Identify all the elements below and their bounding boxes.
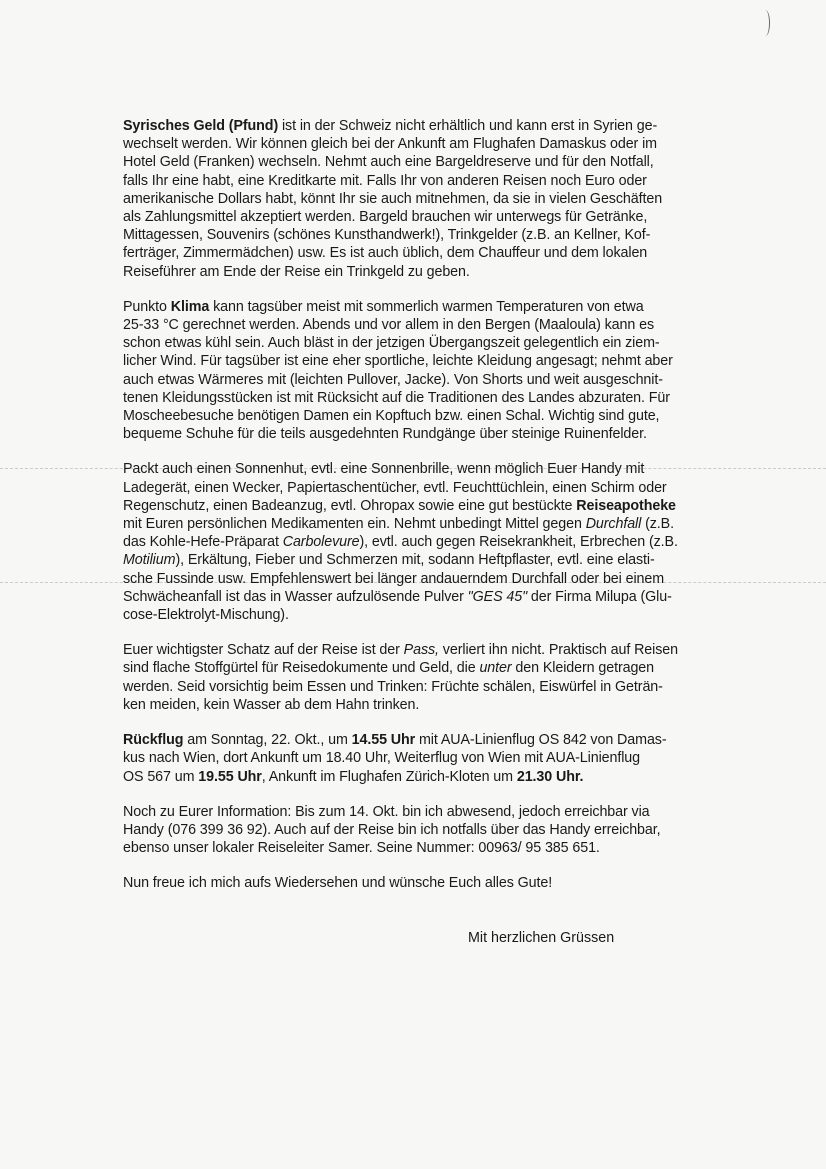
text-line [123, 352, 743, 370]
text-run: wechselt werden. Wir können gleich bei der Ankunft am Flughafen Damaskus oder im [123, 136, 657, 153]
text-line [123, 263, 743, 281]
text-line [123, 551, 743, 569]
text-run: Regenschutz, einen Badeanzug, evtl. Ohropax sowie eine gut bestückte [123, 497, 577, 514]
text-run: falls Ihr eine habt, eine Kreditkarte mit. Falls Ihr von anderen Reisen noch Euro oder [123, 172, 647, 189]
text-line [123, 641, 743, 659]
text-run: ferträger, Zimmermädchen) usw. Es ist auch üblich, dem Chauffeur und dem lokalen [123, 245, 648, 262]
text-run: "GES 45" [467, 588, 528, 605]
edge-mark [761, 10, 770, 36]
text-line [123, 731, 743, 749]
paragraph-packing [123, 460, 743, 624]
text-run: Handy (076 399 36 92). Auch auf der Reise bin ich notfalls über das Handy erreichbar, [123, 821, 661, 838]
text-line [123, 533, 743, 551]
text-run: 14.55 Uhr [351, 732, 416, 749]
text-run: ), evtl. auch gegen Reisekrankheit, Erbrechen (z.B. [359, 534, 678, 551]
text-line [123, 803, 743, 821]
text-run: ist in der Schweiz nicht erhältlich und kann erst in Syrien ge- [278, 118, 658, 134]
text-run: , Ankunft im Flughafen Zürich-Kloten um [261, 768, 517, 785]
text-line [123, 226, 743, 244]
text-run: Schwächeanfall ist das in Wasser aufzulösende Pulver [123, 588, 468, 605]
text-line [123, 839, 743, 857]
text-line [123, 389, 743, 407]
text-line [123, 298, 743, 316]
text-run: bequeme Schuhe für die teils ausgedehnten Rundgänge über steinige Ruinenfelder. [123, 426, 647, 443]
text-run: das Kohle-Hefe-Präparat [123, 534, 283, 551]
text-line [123, 208, 743, 226]
text-run: Hotel Geld (Franken) wechseln. Nehmt auch eine Bargeldreserve und für den Notfall, [123, 154, 654, 171]
text-line [123, 768, 743, 786]
text-run: sche Fussinde usw. Empfehlenswert bei länger andauerndem Durchfall oder bei einem [123, 570, 665, 587]
closing-greeting: Mit herzlichen Grüssen [468, 930, 615, 946]
text-line [123, 425, 743, 443]
text-run: 19.55 Uhr [198, 768, 262, 785]
text-run: OS 567 um [123, 768, 199, 785]
text-line [123, 316, 743, 334]
text-run: Punkto [123, 298, 171, 315]
text-run: ken meiden, kein Wasser ab dem Hahn trinken. [123, 696, 420, 713]
text-line [123, 172, 743, 190]
text-line [123, 874, 743, 892]
text-line [123, 153, 743, 171]
text-run: cose-Elektrolyt-Mischung). [123, 607, 289, 624]
text-run: amerikanische Dollars habt, könnt Ihr sie auch mitnehmen, da sie in vielen Geschäften [123, 190, 663, 207]
text-run: unter [479, 660, 512, 677]
text-line [123, 588, 743, 606]
text-line [123, 479, 743, 497]
text-line [123, 515, 743, 533]
text-line [123, 821, 743, 839]
text-run: ebenso unser lokaler Reiseleiter Samer. Seine Nummer: 00963/ 95 385 651. [123, 840, 600, 857]
text-run: Mittagessen, Souvenirs (schönes Kunsthandwerk!), Trinkgelder (z.B. an Kellner, Kof- [123, 227, 651, 244]
text-run: schon etwas kühl sein. Auch bläst in der jetzigen Übergangszeit gelegentlich ein ziem- [123, 335, 660, 352]
text-run: werden. Seid vorsichtig beim Essen und Trinken: Früchte schälen, Eiswürfel in Geträn- [123, 678, 663, 695]
text-line [123, 334, 743, 352]
paragraph-money [123, 117, 743, 281]
paragraph-return [123, 731, 743, 786]
text-line [123, 659, 743, 677]
text-run: Packt auch einen Sonnenhut, evtl. eine Sonnenbrille, wenn möglich Euer Handy mit [123, 461, 645, 478]
text-run: kus nach Wien, dort Ankunft um 18.40 Uhr, Weiterflug von Wien mit AUA-Linienflug [123, 750, 641, 767]
text-line [123, 117, 743, 135]
text-run: Moscheebesuche benötigen Damen ein Kopftuch bzw. einen Schal. Wichtig sind gute, [123, 408, 660, 425]
text-run: Nun freue ich mich aufs Wiedersehen und wünsche Euch alles Gute! [123, 875, 553, 892]
text-run: Motilium [123, 552, 176, 569]
paragraph-pass [123, 641, 743, 714]
text-line [123, 678, 743, 696]
text-run: Noch zu Eurer Information: Bis zum 14. Okt. bin ich abwesend, jedoch erreichbar via [123, 803, 650, 820]
text-run: Reiseführer am Ende der Reise ein Trinkgeld zu geben. [123, 263, 470, 280]
text-line [123, 371, 743, 389]
text-run: der Firma Milupa (Glu- [527, 588, 672, 605]
text-run: Rückflug [123, 732, 184, 749]
text-run: 21.30 Uhr. [516, 768, 584, 785]
text-line [123, 749, 743, 767]
text-run: Klima [170, 298, 210, 315]
text-run: mit AUA-Linienflug OS 842 von Damas- [415, 732, 667, 749]
text-run: 25-33 °C gerechnet werden. Abends und vor allem in den Bergen (Maaloula) kann es [123, 317, 655, 334]
text-run: auch etwas Wärmeres mit (leichten Pullover, Jacke). Von Shorts und weit ausgeschnit- [123, 371, 663, 388]
paragraph-climate [123, 298, 743, 444]
text-run: Carbolevure [282, 534, 360, 551]
text-run: als Zahlungsmittel akzeptiert werden. Bargeld brauchen wir unterwegs für Getränke, [123, 209, 648, 226]
text-run: (z.B. [641, 516, 674, 533]
text-run: licher Wind. Für tagsüber ist eine eher sportliche, leichte Kleidung angesagt; nehmt aber [123, 353, 673, 370]
text-line [123, 190, 743, 208]
text-line [123, 606, 743, 624]
text-line [123, 407, 743, 425]
text-line [123, 244, 743, 262]
text-run: Pass, [403, 642, 439, 659]
text-run: tenen Kleidungsstücken ist mit Rücksicht auf die Traditionen des Landes abzuraten. Für [123, 389, 670, 406]
paragraph-farewell [123, 874, 743, 892]
text-run: mit Euren persönlichen Medikamenten ein. Nehmt unbedingt Mittel gegen [123, 516, 586, 533]
letter-body [123, 117, 743, 910]
text-line [123, 135, 743, 153]
text-run: kann tagsüber meist mit sommerlich warmen Temperaturen von etwa [209, 298, 644, 315]
text-run: am Sonntag, 22. Okt., um [183, 732, 352, 749]
text-run: Reiseapotheke [576, 497, 676, 514]
text-run: verliert ihn nicht. Praktisch auf Reisen [438, 642, 678, 659]
text-run: Ladegerät, einen Wecker, Papiertaschentücher, evtl. Feuchttüchlein, einen Schirm oder [123, 479, 667, 496]
text-run: Euer wichtigster Schatz auf der Reise ist der [123, 642, 404, 659]
text-line [123, 497, 743, 515]
text-line [123, 570, 743, 588]
text-run: ), Erkältung, Fieber und Schmerzen mit, sodann Heftpflaster, evtl. eine elasti- [175, 552, 655, 569]
text-run: Syrisches Geld (Pfund) [123, 118, 279, 134]
paragraph-info [123, 803, 743, 858]
text-run: sind flache Stoffgürtel für Reisedokumente und Geld, die [123, 660, 480, 677]
text-line [123, 460, 743, 478]
text-run: Durchfall [585, 516, 642, 533]
text-run: den Kleidern getragen [511, 660, 655, 677]
text-line [123, 696, 743, 714]
